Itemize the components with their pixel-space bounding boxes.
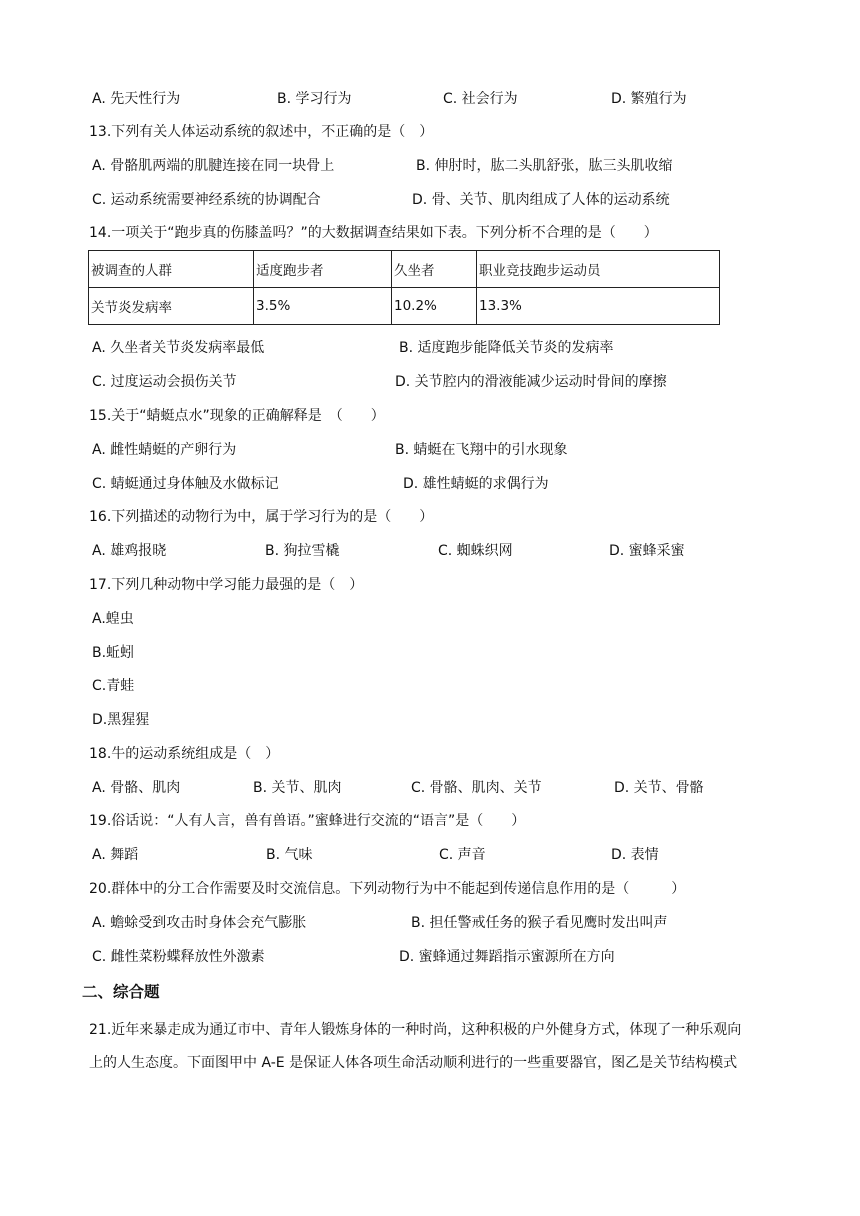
q16-option-d: D. 蜜蜂采蜜 bbox=[609, 543, 685, 559]
q17-stem: 17.下列几种动物中学习能力最强的是（ ） bbox=[89, 577, 364, 593]
q19-stem: 19.俗话说：“人有人言，兽有兽语。”蜜蜂进行交流的“语言”是（ ） bbox=[89, 813, 526, 829]
q13-option-b: B. 伸肘时，肱二头肌舒张，肱三头肌收缩 bbox=[416, 158, 673, 174]
q19-stem-row bbox=[0, 810, 860, 832]
q20-option-c: C. 雌性菜粉蝶释放性外激素 bbox=[92, 949, 265, 965]
q14-options-cd bbox=[0, 371, 860, 393]
q18-stem-row bbox=[0, 743, 860, 765]
q12-options bbox=[0, 88, 860, 110]
q17-option-b-row bbox=[0, 642, 860, 664]
q12-option-d: D. 繁殖行为 bbox=[611, 91, 687, 107]
table-cell: 职业竞技跑步运动员 bbox=[477, 251, 720, 288]
q20-option-b: B. 担任警戒任务的猴子看见鹰时发出叫声 bbox=[411, 915, 668, 931]
q21-line-2: 上的人生态度。下面图甲中 A-E 是保证人体各项生命活动顺利进行的一些重要器官，图乙是关节结构模式 bbox=[89, 1055, 738, 1071]
q14-stem-row bbox=[0, 222, 860, 244]
q16-stem-row bbox=[0, 506, 860, 528]
q18-option-c: C. 骨骼、肌肉、关节 bbox=[411, 780, 542, 796]
q16-option-a: A. 雄鸡报晓 bbox=[92, 543, 167, 559]
q14-option-c: C. 过度运动会损伤关节 bbox=[92, 374, 237, 390]
q16-options bbox=[0, 540, 860, 562]
q18-option-b: B. 关节、肌肉 bbox=[253, 780, 342, 796]
q15-option-c: C. 蜻蜓通过身体触及水做标记 bbox=[92, 476, 279, 492]
q21-line-1: 21.近年来暴走成为通辽市中、青年人锻炼身体的一种时尚，这种积极的户外健身方式，体现了一种乐观向 bbox=[89, 1022, 742, 1038]
table-cell: 13.3% bbox=[477, 288, 720, 325]
table-cell: 久坐者 bbox=[392, 251, 477, 288]
q17-option-d-row bbox=[0, 709, 860, 731]
q17-option-c: C.青蛙 bbox=[92, 678, 135, 694]
q19-option-a: A. 舞蹈 bbox=[92, 847, 139, 863]
q13-option-c: C. 运动系统需要神经系统的协调配合 bbox=[92, 192, 321, 208]
table-header-row bbox=[89, 251, 720, 288]
table-cell: 关节炎发病率 bbox=[89, 288, 254, 325]
table-cell: 被调查的人群 bbox=[89, 251, 254, 288]
q12-option-c: C. 社会行为 bbox=[443, 91, 518, 107]
q20-stem-row bbox=[0, 878, 860, 900]
table-cell: 3.5% bbox=[254, 288, 392, 325]
q19-options bbox=[0, 844, 860, 866]
q14-stem: 14.一项关于“跑步真的伤膝盖吗？”的大数据调查结果如下表。下列分析不合理的是（ ） bbox=[89, 225, 658, 241]
q15-stem-row bbox=[0, 405, 860, 427]
q20-options-cd bbox=[0, 946, 860, 968]
q15-option-d: D. 雄性蜻蜓的求偶行为 bbox=[403, 476, 549, 492]
table-cell: 适度跑步者 bbox=[254, 251, 392, 288]
q13-option-a: A. 骨骼肌两端的肌腱连接在同一块骨上 bbox=[92, 158, 335, 174]
q17-option-c-row bbox=[0, 675, 860, 697]
q17-option-a: A.蝗虫 bbox=[92, 611, 134, 627]
q16-option-b: B. 狗拉雪橇 bbox=[265, 543, 340, 559]
q14-option-a: A. 久坐者关节炎发病率最低 bbox=[92, 340, 265, 356]
table-cell: 10.2% bbox=[392, 288, 477, 325]
q17-option-a-row bbox=[0, 608, 860, 630]
q18-stem: 18.牛的运动系统组成是（ ） bbox=[89, 746, 280, 762]
q13-option-d: D. 骨、关节、肌肉组成了人体的运动系统 bbox=[412, 192, 670, 208]
q20-option-a: A. 蟾蜍受到攻击时身体会充气膨胀 bbox=[92, 915, 307, 931]
q19-option-b: B. 气味 bbox=[266, 847, 313, 863]
q14-options-ab bbox=[0, 337, 860, 359]
table-row bbox=[89, 288, 720, 325]
q15-stem: 15.关于“蜻蜓点水”现象的正确解释是 （ ） bbox=[89, 408, 385, 424]
q17-option-b: B.蚯蚓 bbox=[92, 645, 135, 661]
q20-option-d: D. 蜜蜂通过舞蹈指示蜜源所在方向 bbox=[399, 949, 615, 965]
q18-option-d: D. 关节、骨骼 bbox=[614, 780, 704, 796]
q14-option-b: B. 适度跑步能降低关节炎的发病率 bbox=[399, 340, 614, 356]
q13-options-ab bbox=[0, 155, 860, 177]
q14-option-d: D. 关节腔内的滑液能减少运动时骨间的摩擦 bbox=[395, 374, 667, 390]
q19-option-c: C. 声音 bbox=[439, 847, 486, 863]
q13-options-cd bbox=[0, 189, 860, 211]
q15-option-b: B. 蜻蜓在飞翔中的引水现象 bbox=[395, 442, 568, 458]
q13-stem-row bbox=[0, 121, 860, 143]
q18-options bbox=[0, 777, 860, 799]
q19-option-d: D. 表情 bbox=[611, 847, 659, 863]
q17-option-d: D.黑猩猩 bbox=[92, 712, 150, 728]
q16-stem: 16.下列描述的动物行为中，属于学习行为的是（ ） bbox=[89, 509, 434, 525]
q12-option-b: B. 学习行为 bbox=[277, 91, 352, 107]
q15-options-cd bbox=[0, 473, 860, 495]
q20-stem: 20.群体中的分工合作需要及时交流信息。下列动物行为中不能起到传递信息作用的是（ ） bbox=[89, 881, 686, 897]
q15-options-ab bbox=[0, 439, 860, 461]
section-heading: 二、综合题 bbox=[82, 983, 160, 1001]
q18-option-a: A. 骨骼、肌肉 bbox=[92, 780, 181, 796]
q14-data-table bbox=[88, 250, 720, 325]
q17-stem-row bbox=[0, 574, 860, 596]
q13-stem: 13.下列有关人体运动系统的叙述中，不正确的是（ ） bbox=[89, 124, 434, 140]
q15-option-a: A. 雌性蜻蜓的产卵行为 bbox=[92, 442, 237, 458]
q12-option-a: A. 先天性行为 bbox=[92, 91, 181, 107]
q16-option-c: C. 蜘蛛织网 bbox=[438, 543, 513, 559]
q20-options-ab bbox=[0, 912, 860, 934]
